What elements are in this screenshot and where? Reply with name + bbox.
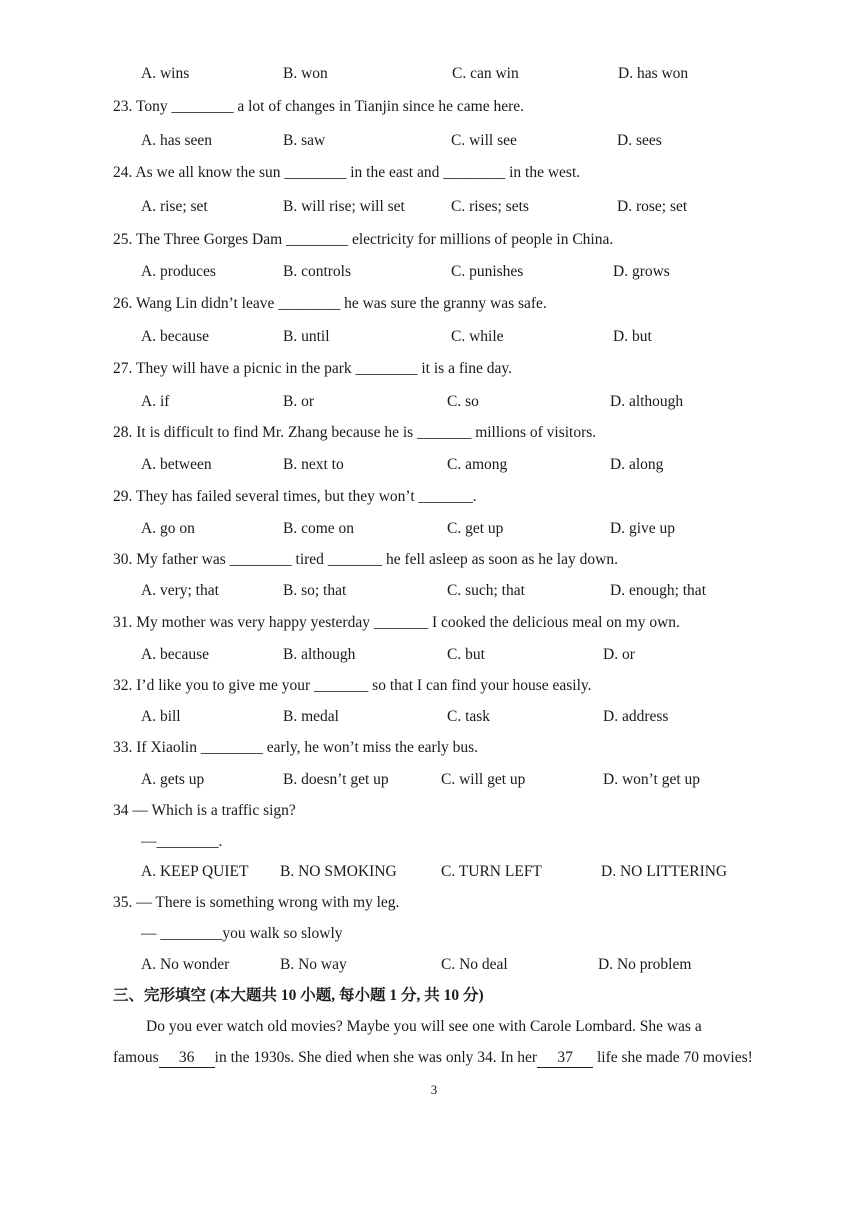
option-d[interactable]: D. along (610, 456, 664, 473)
passage-line-2 (0, 1046, 868, 1070)
dialogue-response-line (0, 922, 868, 946)
response-segment: you walk so slowly (222, 925, 343, 942)
answer-blank[interactable]: ________ (200, 739, 263, 756)
passage-segment: famous (113, 1049, 159, 1066)
question-segment: tired (291, 551, 328, 568)
question-stem (0, 799, 868, 823)
question-stem (0, 95, 868, 119)
passage-segment: life she made 70 movies! (593, 1049, 753, 1066)
option-d[interactable]: D. or (603, 646, 635, 663)
question-text (113, 548, 618, 572)
answer-blank[interactable]: _______ (418, 488, 473, 505)
option-b[interactable]: B. controls (283, 263, 352, 280)
option-c[interactable]: C. while (451, 328, 504, 345)
option-b[interactable]: B. come on (283, 520, 355, 537)
option-d[interactable]: D. rose; set (617, 198, 688, 215)
question-text (113, 228, 613, 252)
question-number: 30. (113, 551, 137, 568)
question-number: 25. (113, 231, 136, 248)
options-row (0, 579, 868, 603)
answer-blank[interactable]: ________ (278, 295, 341, 312)
option-d[interactable]: D. won’t get up (603, 771, 701, 788)
response-segment: — (141, 925, 161, 942)
option-a[interactable]: A. produces (141, 263, 216, 280)
question-stem (0, 292, 868, 316)
option-b[interactable]: B. or (283, 393, 314, 410)
question-stem (0, 485, 868, 509)
question-segment: . (472, 488, 477, 505)
options-row (0, 860, 868, 884)
options-row (0, 517, 868, 541)
response-segment: — (141, 833, 157, 850)
question-number: 27. (113, 360, 136, 377)
option-b[interactable]: B. until (283, 328, 330, 345)
option-c: C. can win (452, 65, 519, 82)
option-d[interactable]: D. but (613, 328, 652, 345)
option-a[interactable]: A. has seen (141, 132, 213, 149)
option-b[interactable]: B. will rise; will set (283, 198, 405, 215)
question-segment: he fell asleep as soon as he lay down. (382, 551, 618, 568)
option-d: D. has won (618, 65, 689, 82)
option-b: B. won (283, 65, 328, 82)
option-c[interactable]: C. rises; sets (451, 198, 529, 215)
question-segment: If Xiaolin (136, 739, 201, 756)
question-text (113, 357, 512, 381)
answer-blank[interactable]: ________ (286, 231, 349, 248)
option-c[interactable]: C. punishes (451, 263, 524, 280)
response-text (141, 830, 222, 854)
question-number: 26. (113, 295, 136, 312)
answer-blank[interactable]: ________ (355, 360, 418, 377)
option-d[interactable]: D. NO LITTERING (601, 863, 728, 880)
option-a[interactable]: A. if (141, 393, 170, 410)
page-number: 3 (430, 1082, 438, 1097)
answer-blank[interactable]: _______ (314, 677, 369, 694)
answer-blank[interactable]: _______ (327, 551, 383, 568)
question-number: 33. (113, 739, 137, 756)
question-segment: As we all know the sun (135, 164, 285, 181)
response-text (141, 922, 343, 946)
option-a[interactable]: A. bill (141, 708, 181, 725)
option-a[interactable]: A. rise; set (141, 198, 208, 215)
question-segment: millions of visitors. (471, 424, 597, 441)
question-text (113, 95, 524, 119)
options-row (0, 768, 868, 792)
question-segment: I’d like you to give me your (136, 677, 315, 694)
option-c[interactable]: C. so (447, 393, 479, 410)
question-text (113, 421, 596, 445)
question-segment: Tony (135, 98, 172, 115)
options-row (0, 260, 868, 284)
question-stem (0, 421, 868, 445)
question-segment: — Which is a traffic sign? (132, 802, 296, 819)
question-segment: so that I can find your house easily. (368, 677, 592, 694)
option-a: A. wins (141, 65, 190, 82)
question-segment: The Three Gorges Dam (135, 231, 287, 248)
option-a[interactable]: A. between (141, 456, 212, 473)
answer-blank[interactable]: ________ (443, 164, 506, 181)
options-row (0, 453, 868, 477)
option-d[interactable]: D. enough; that (610, 582, 706, 599)
option-d[interactable]: D. although (610, 393, 684, 410)
option-a[interactable]: A. KEEP QUIET (141, 863, 249, 880)
question-stem (0, 161, 868, 185)
options-row (0, 390, 868, 414)
option-c[interactable]: C. TURN LEFT (441, 863, 542, 880)
dialogue-response-line (0, 830, 868, 854)
options-row (0, 953, 868, 977)
question-text (113, 799, 296, 823)
question-number: 31. (113, 614, 137, 631)
answer-blank[interactable]: ________ (156, 833, 219, 850)
option-c[interactable]: C. task (447, 708, 491, 725)
question-segment: in the east and (346, 164, 444, 181)
option-a[interactable]: A. go on (141, 520, 195, 537)
blank-36: 36 (159, 1049, 215, 1068)
options-row (0, 705, 868, 729)
option-b[interactable]: B. doesn’t get up (283, 771, 389, 788)
answer-blank[interactable]: _______ (417, 424, 472, 441)
option-c[interactable]: C. will see (451, 132, 517, 149)
option-d[interactable]: D. grows (613, 263, 670, 280)
answer-blank[interactable]: ________ (160, 925, 223, 942)
option-b[interactable]: B. NO SMOKING (280, 863, 397, 880)
question-text (113, 161, 580, 185)
question-segment: I cooked the delicious meal on my own. (428, 614, 680, 631)
question-segment: It is difficult to find Mr. Zhang because he is (136, 424, 418, 441)
options-row (0, 129, 868, 153)
question-stem (0, 891, 868, 915)
answer-blank[interactable]: ________ (284, 164, 347, 181)
option-a[interactable]: A. because (141, 328, 209, 345)
question-number: 28. (113, 424, 137, 441)
question-number: 32. (113, 677, 137, 694)
blank-37: 37 (537, 1049, 593, 1068)
question-text (113, 611, 680, 635)
options-row-22 (0, 62, 868, 86)
option-a[interactable]: A. gets up (141, 771, 205, 788)
option-c[interactable]: C. but (447, 646, 485, 663)
option-b[interactable]: B. next to (283, 456, 344, 473)
question-number: 23. (113, 98, 136, 115)
option-b[interactable]: B. medal (283, 708, 339, 725)
option-b[interactable]: B. so; that (283, 582, 347, 599)
question-segment: Wang Lin didn’t leave (135, 295, 279, 312)
passage-text (113, 1046, 753, 1070)
option-b[interactable]: B. although (283, 646, 356, 663)
option-d[interactable]: D. address (603, 708, 669, 725)
question-segment: in the west. (505, 164, 581, 181)
option-c[interactable]: C. will get up (441, 771, 526, 788)
question-segment: he was sure the granny was safe. (340, 295, 547, 312)
answer-blank[interactable]: ________ (171, 98, 234, 115)
options-row (0, 325, 868, 349)
question-stem (0, 611, 868, 635)
question-number: 24. (113, 164, 136, 181)
section-heading (0, 984, 868, 1008)
passage-text: Do you ever watch old movies? Maybe you will see one with Carole Lombard. She was a (146, 1018, 702, 1035)
option-b[interactable]: B. saw (283, 132, 326, 149)
option-c[interactable]: C. such; that (447, 582, 525, 599)
answer-blank[interactable]: _______ (373, 614, 429, 631)
answer-blank[interactable]: ________ (229, 551, 292, 568)
question-segment: My father was (136, 551, 230, 568)
question-stem (0, 548, 868, 572)
option-d[interactable]: D. No problem (598, 956, 692, 973)
question-stem (0, 228, 868, 252)
question-segment: They has failed several times, but they won’t (135, 488, 419, 505)
question-number: 35. (113, 894, 137, 911)
option-d[interactable]: D. give up (610, 520, 676, 537)
options-row (0, 643, 868, 667)
question-text (113, 736, 478, 760)
question-segment: electricity for millions of people in China. (348, 231, 614, 248)
option-c[interactable]: C. No deal (441, 956, 508, 973)
options-row (0, 195, 868, 219)
question-segment: They will have a picnic in the park (135, 360, 356, 377)
question-stem (0, 736, 868, 760)
question-segment: — There is something wrong with my leg. (136, 894, 400, 911)
question-text (113, 674, 592, 698)
section-title: 三、完形填空 (本大题共 10 小题, 每小题 1 分, 共 10 分) (113, 987, 484, 1004)
question-segment: My mother was very happy yesterday (136, 614, 374, 631)
option-a[interactable]: A. because (141, 646, 209, 663)
passage-segment: in the 1930s. She died when she was only 34. In her (214, 1049, 538, 1066)
option-c[interactable]: C. get up (447, 520, 504, 537)
option-a[interactable]: A. No wonder (141, 956, 230, 973)
passage-line-1 (0, 1015, 868, 1039)
response-segment: . (218, 833, 223, 850)
question-segment: it is a fine day. (417, 360, 513, 377)
question-number: 34 (113, 802, 133, 819)
question-segment: early, he won’t miss the early bus. (262, 739, 479, 756)
question-segment: a lot of changes in Tianjin since he came here. (233, 98, 525, 115)
question-stem (0, 357, 868, 381)
question-number: 29. (113, 488, 136, 505)
option-a[interactable]: A. very; that (141, 582, 219, 599)
option-b[interactable]: B. No way (280, 956, 347, 973)
question-text (113, 292, 547, 316)
question-text (113, 891, 399, 915)
option-d[interactable]: D. sees (617, 132, 662, 149)
question-text (113, 485, 477, 509)
option-c[interactable]: C. among (447, 456, 508, 473)
question-stem (0, 674, 868, 698)
